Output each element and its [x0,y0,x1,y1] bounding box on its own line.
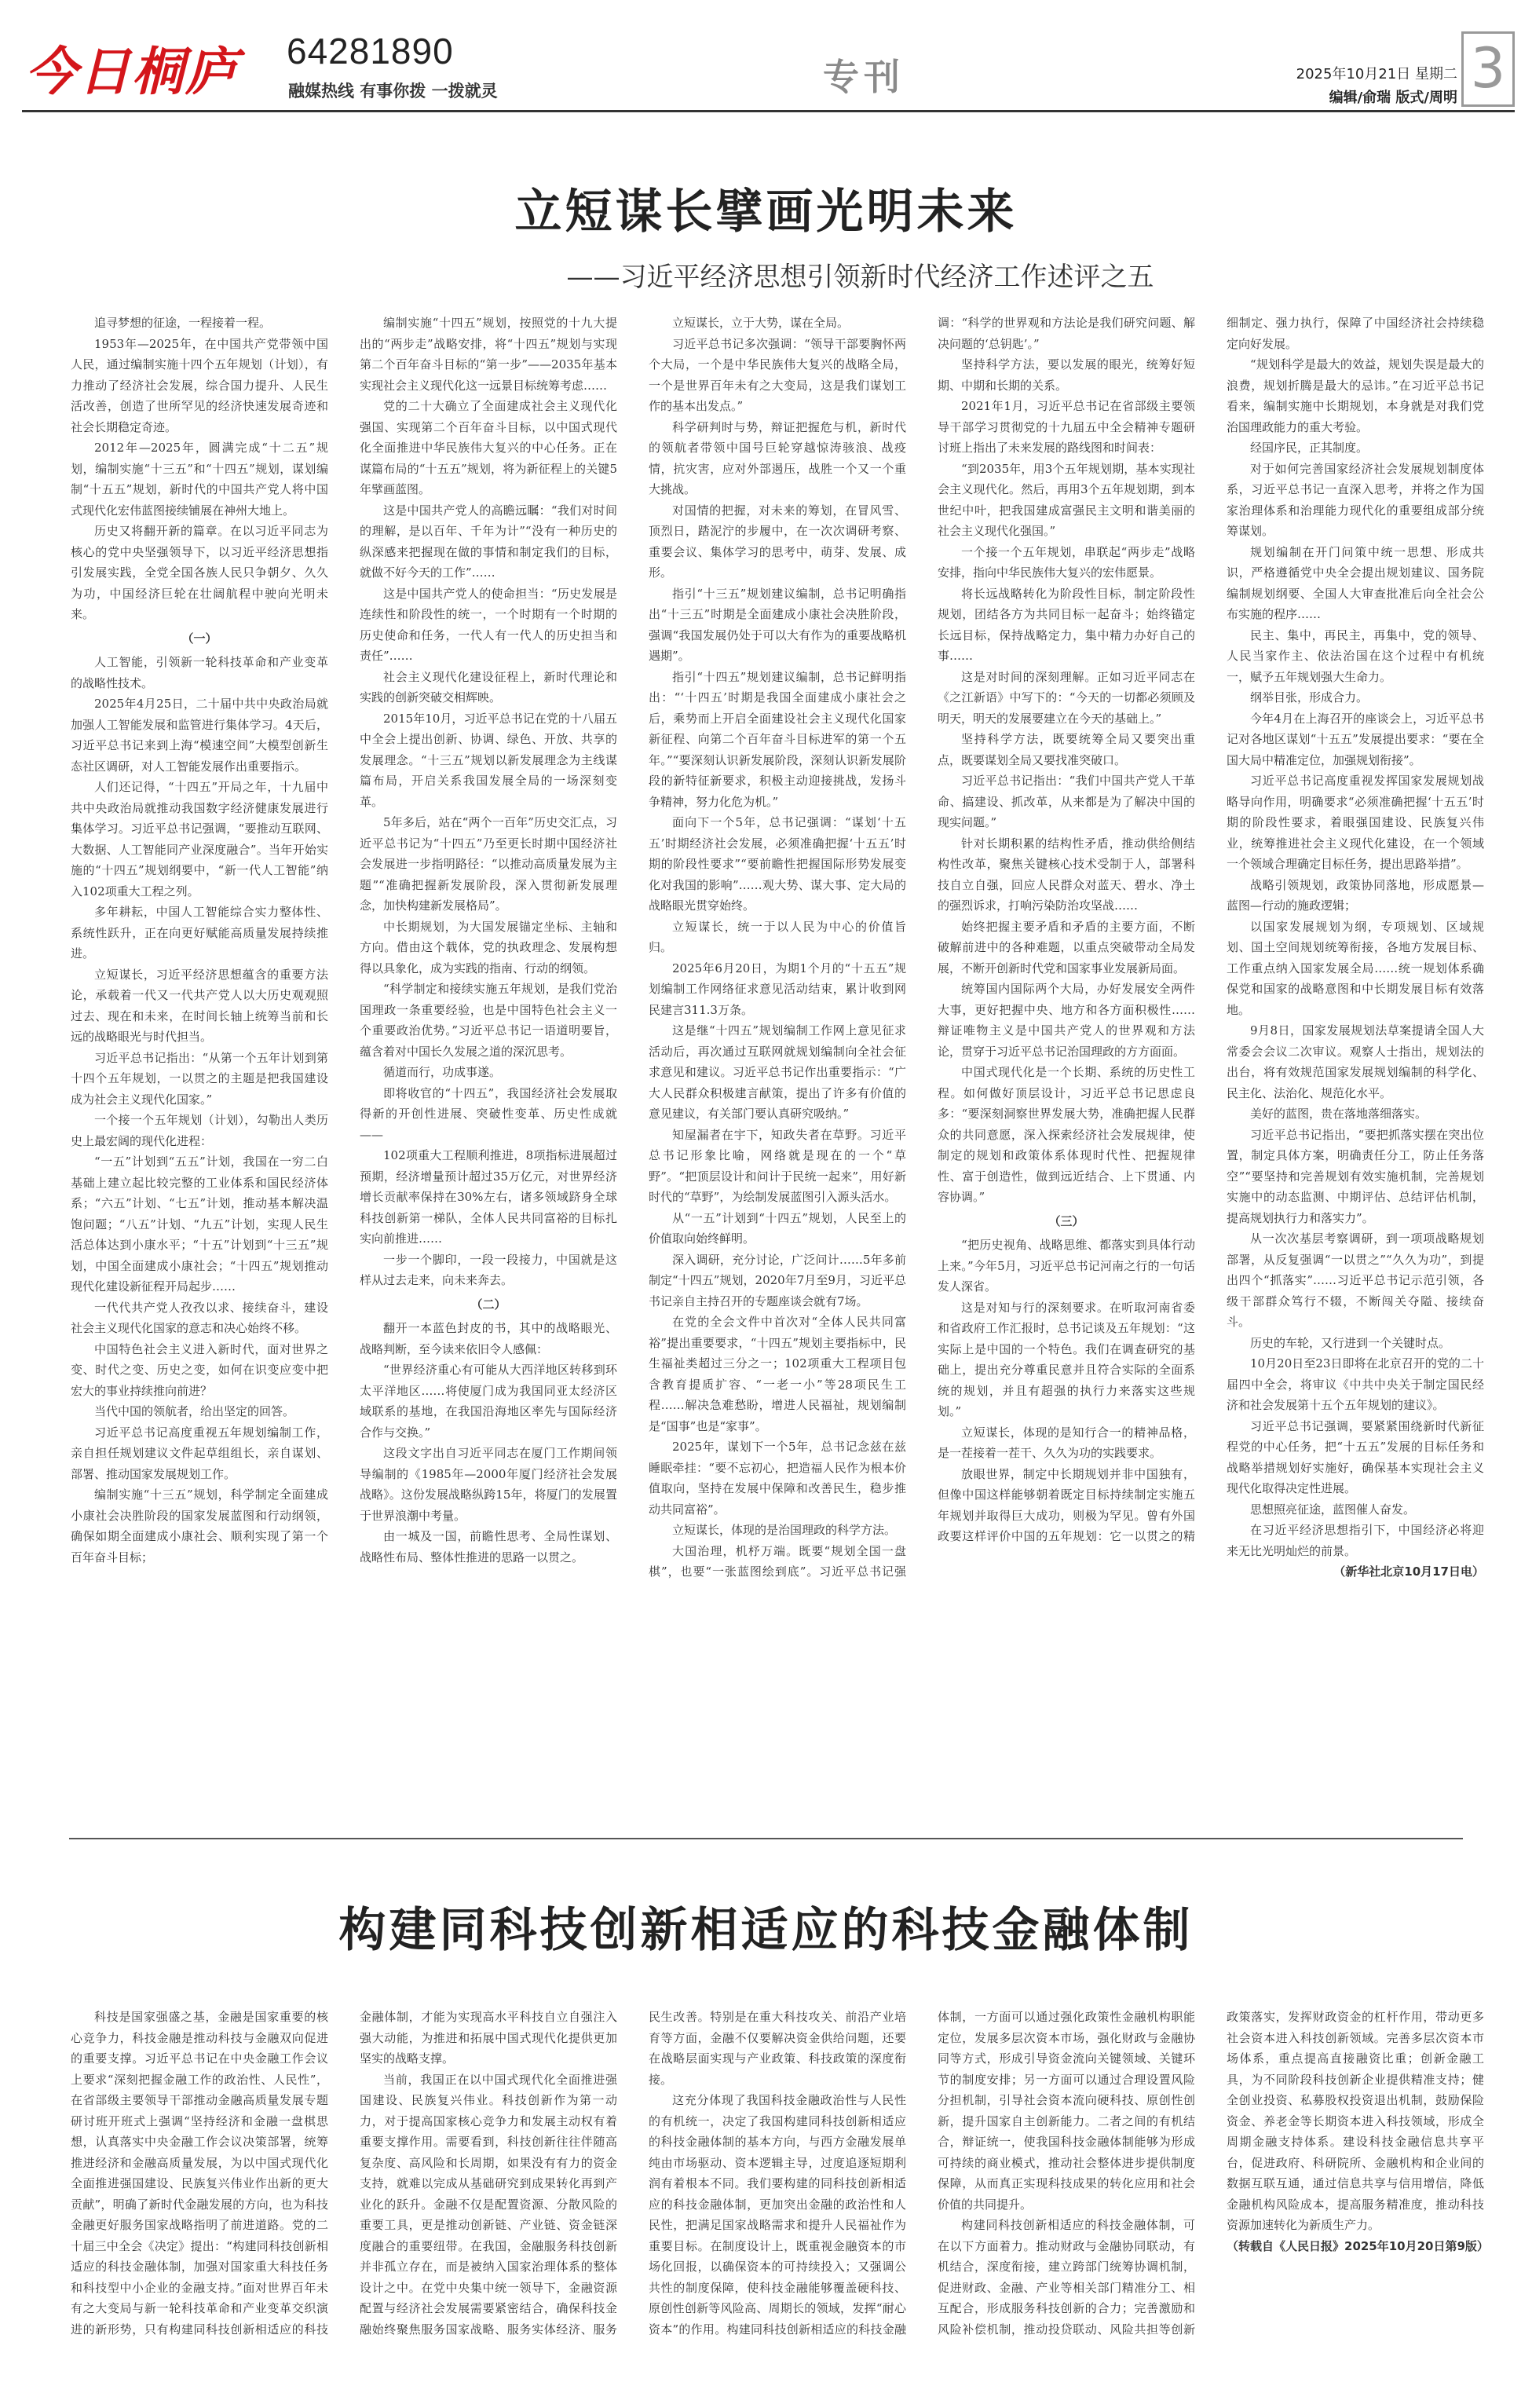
article-paragraph: 指引“十四五”规划建议编制，总书记鲜明指出：“‘十四五’时期是我国全面建成小康社会之后，乘势而上开启全面建设社会主义现代化国家新征程、向第二个百年奋斗目标进军的第一个五年。”“要深刻认识新发展阶段，深刻认识新发展阶段的新特征新要求，积极主动迎接挑战，发扬斗争精神，努力化危为机。” [649,669,906,809]
article-paragraph: “规划科学是最大的效益，规划失误是最大的浪费，规划折腾是最大的忌讳。”在习近平总书记看来，编制实施中长期规划，本身就是对我们党治国理政能力的重大考验。 [1227,357,1484,434]
article-paragraph: 在习近平经济思想指引下，中国经济必将迎来无比光明灿烂的前景。 [1227,1523,1484,1558]
article-paragraph: 社会主义现代化建设征程上，新时代理论和实践的创新突破交相辉映。 [360,669,617,704]
article-credit: （转载自《人民日报》2025年10月20日第9版） [1227,2238,1489,2253]
article-paragraph: 当代中国的领航者，给出坚定的回答。 [94,1404,295,1418]
article-paragraph: 深入调研，充分讨论，广泛问计……5年多前制定“十四五”规划，2020年7月至9月，习近平总书记亲自主持召开的专题座谈会就有7场。 [649,1252,906,1308]
article-paragraph: 当前，我国正在以中国式现代化全面推进强国建设、民族复兴伟业。科技创新作为第一动力，对于提高国家核心竞争力和发展主动权有着重要支撑作用。需要看到，科技创新往往伴随高复杂度、高风险和长周期，如果没有有力的资金支持，就难以完成从基础研究到成果转化再到产业化的跃升。金融不仅是配置资源、分散风险的重要工具，更是推动创新链、产业链、资金链深度融合的重要纽带。在我国，金融服务科技创新并非孤立存在，而是被纳入国家治理体系的整体设计之中。在党中央集中统一领导下，金融资源配置与经济社会发展需要紧密结合，确保科技金融始终聚焦服务国家战略、服务实体经济、服务民生改善。特别是在重大科技攻关、前沿产业培育等方面，金融不仅要解决资金供给问题，还要在战略层面实现与产业政策、科技政策的深度衔接。 [360,2010,906,2337]
article-paragraph: 对国情的把握，对未来的筹划，在冒风雪、顶烈日，踏泥泞的步履中，在一次次调研考察、重要会议、集体学习的思考中，萌芽、发展、成形。 [649,503,906,580]
article-paragraph: 由一城及一国，前瞻性思考、全局性谋划、战略性布局、整体性推进的思路一以贯之。 [360,1529,617,1564]
page-number: 3 [1461,31,1515,107]
article2-body [71,2007,1489,2384]
article-paragraph: 针对长期积累的结构性矛盾，推动供给侧结构性改革，聚焦关键核心技术受制于人，部署科技自立自强，回应人民群众对蓝天、碧水、净土的强烈诉求，打响污染防治攻坚战…… [938,836,1195,913]
article-paragraph: 习近平总书记指出，“要把抓落实摆在突出位置，制定具体方案，明确责任分工，防止任务落空”“要坚持和完善规划有效实施机制，完善规划实施中的动态监测、中期评估、总结评估机制，提高规划执行力和落实力”。 [1227,1127,1484,1225]
article-paragraph: 美好的蓝图，贵在落地落细落实。 [1250,1107,1428,1121]
article-paragraph: 在党的全会文件中首次对“全体人民共同富裕”提出重要要求，“十四五”规划主要指标中，民生福祉类超过三分之一；102项重大工程项目包含教育提质扩容、“一老一小”等28项民生工程……解决急难愁盼，增进人民福祉，规划编制是“国事”也是“家事”。 [649,1315,906,1433]
hotline-slogan: 融媒热线 有事你拨 一拨就灵 [288,82,498,101]
article-paragraph: 9月8日，国家发展规划法草案提请全国人大常委会会议二次审议。观察人士指出，规划法的出台，将有效规范国家发展规划编制的科学化、民主化、法治化、规范化水平。 [1227,1023,1484,1100]
article-paragraph: 追寻梦想的征途，一程接着一程。 [94,316,272,330]
article-paragraph: 5年多后，站在“两个一百年”历史交汇点，习近平总书记为“十四五”乃至更长时期中国经济社会发展进一步指明路径：“以推动高质量发展为主题”“准确把握新发展阶段，深入贯彻新发展理念，加快构建新发展格局”。 [360,815,617,913]
article-paragraph: 大国治理，机杼万端。既要“规划全国一盘棋”，也要“一张蓝图绘到底”。习近平总书记强调：“科学的世界观和方法论是我们研究问题、解决问题的‘总钥匙’。” [649,316,1195,1579]
article-paragraph: 历史的车轮，又行进到一个关键时点。 [1250,1335,1451,1350]
article-paragraph: 这是继“十四五”规划编制工作网上意见征求活动后，再次通过互联网就规划编制向全社会征求意见和建议。习近平总书记作出重要指示：“广大人民群众积极建言献策，提出了许多有价值的意见建议，有关部门要认真研究吸纳。” [649,1023,906,1121]
article-paragraph: 立短谋长，体现的是知行合一的精神品格，是一茬接着一茬干、久久为功的实践要求。 [938,1425,1195,1460]
article-paragraph: 知屋漏者在宇下，知政失者在草野。习近平总书记形象比喻，网络就是现在的一个“草野”。“把顶层设计和问计于民统一起来”，用好新时代的“草野”，为绘制发展蓝图引入源头活水。 [649,1127,906,1204]
article-paragraph: 坚持科学方法，既要统筹全局又要突出重点，既要谋划全局又要找准突破口。 [938,732,1195,767]
article-paragraph: 一个接一个五年规划，串联起“两步走”战略安排，指向中华民族伟大复兴的宏伟愿景。 [938,544,1195,580]
article1-subtitle: ——习近平经济思想引领新时代经济工作述评之五 [566,262,1154,293]
article-paragraph: 民主、集中，再民主，再集中，党的领导、人民当家作主、依法治国在这个过程中有机统一，赋予五年规划强大生命力。 [1227,628,1484,684]
issue-date: 2025年10月21日 星期二 [1296,66,1457,82]
article-paragraph: 这是中国共产党人的使命担当：“历史发展是连续性和阶段性的统一，一个时期有一个时期的历史使命和任务，一代人有一代人的历史担当和责任”…… [360,586,617,663]
article-paragraph: 纲举目张，形成合力。 [1250,690,1369,704]
article-paragraph: 习近平总书记高度重视五年规划编制工作，亲自担任规划建议文件起草组组长，亲自谋划、部署、推动国家发展规划工作。 [71,1425,328,1481]
article-paragraph: 中国式现代化是一个长期、系统的历史性工程。如何做好顶层设计，习近平总书记思虑良多：“要深刻洞察世界发展大势，准确把握人民群众的共同意愿，深入探索经济社会发展规律，使制定的规划和政策体系体现时代性、把握规律性、富于创造性，做到远近结合、上下贯通、内容协调。” [938,1065,1195,1204]
article-paragraph: 2025年6月20日，为期1个月的“十五五”规划编制工作网络征求意见活动结束，累计收到网民建言311.3万条。 [649,961,906,1017]
article-paragraph: 立短谋长，习近平经济思想蕴含的重要方法论，承载着一代又一代共产党人以大历史观观照过去、现在和未来，在时间长轴上统筹当前和长远的战略眼光与时代担当。 [71,967,328,1044]
article-paragraph: 面向下一个5年，总书记强调：“谋划‘十五五’时期经济社会发展，必须准确把握‘十五五’时期的阶段性要求”“要前瞻性把握国际形势发展变化对我国的影响”……观大势、谋大事、定大局的战略眼光贯穿始终。 [649,815,906,913]
article-paragraph: 科学研判时与势，辩证把握危与机，新时代的领航者带领中国号巨轮穿越惊涛骇浪、战疫情，抗灾害，应对外部遏压，战胜一个又一个重大挑战。 [649,419,906,496]
article-paragraph: 历史又将翻开新的篇章。在以习近平同志为核心的党中央坚强领导下，以习近平经济思想指引发展实践，全党全国各族人民只争朝夕、久久为功，中国经济巨轮在壮阔航程中驶向光明未来。 [71,524,328,621]
article-paragraph: 循道而行，功成事遂。 [383,1065,502,1079]
article-paragraph: 翻开一本蓝色封皮的书，其中的战略眼光、战略判断，至今读来依旧令人感佩： [360,1321,617,1356]
article1-title: 立短谋长擘画光明未来 [514,185,1018,240]
section-label: 专刊 [823,56,905,98]
article-paragraph: 党的二十大确立了全面建成社会主义现代化强国、实现第二个百年奋斗目标，以中国式现代化全面推进中华民族伟大复兴的中心任务。正在谋篇布局的“十五五”规划，将为新征程上的关键5年擘画蓝图。 [360,399,617,496]
article-paragraph: 今年4月在上海召开的座谈会上，习近平总书记对各地区谋划“十五五”发展提出要求：“要在全国大局中精准定位，加强规划衔接”。 [1227,711,1484,767]
article-paragraph: 这段文字出自习近平同志在厦门工作期间领导编制的《1985年—2000年厦门经济社会发展战略》。这份发展战略纵跨15年，将厦门的发展置于世界浪潮中考量。 [360,1446,617,1523]
article-paragraph: “到2035年，用3个五年规划期，基本实现社会主义现代化。然后，再用3个五年规划期，到本世纪中叶，把我国建成富强民主文明和谐美丽的社会主义现代化强国。” [938,461,1195,538]
article-paragraph: 这是中国共产党人的高瞻远瞩：“我们对时间的理解，是以百年、千年为计”“没有一种历史的纵深感来把握现在做的事情和制定我们的目标，就做不好今天的工作”…… [360,503,617,580]
article-paragraph: 中国特色社会主义进入新时代，面对世界之变、时代之变、历史之变，如何在识变应变中把宏大的事业持续推向前进？ [71,1341,328,1398]
masthead-rule [22,110,1515,112]
article-paragraph: 人工智能，引领新一轮科技革命和产业变革的战略性技术。 [71,655,328,690]
article-paragraph: 习近平总书记指出：“从第一个五年计划到第十四个五年规划，一以贯之的主题是把我国建设成为社会主义现代化国家。” [71,1050,328,1107]
section-number: （一） [181,631,218,646]
article-paragraph: “科学制定和接续实施五年规划，是我们党治国理政一条重要经验，也是中国特色社会主义一个重要政治优势。”习近平总书记一语道明要旨，蕴含着对中国长久发展之道的深沉思考。 [360,982,617,1059]
article-paragraph: 2021年1月，习近平总书记在省部级主要领导干部学习贯彻党的十九届五中全会精神专题研讨班上指出了未来发展的路线图和时间表： [938,399,1195,455]
article-paragraph: 对于如何完善国家经济社会发展规划制度体系，习近平总书记一直深入思考，并将之作为国家治理体系和治理能力现代化的重要组成部分统筹谋划。 [1227,461,1484,538]
article-paragraph: 习近平总书记强调，要紧紧围绕新时代新征程党的中心任务，把“十五五”发展的目标任务和战略举措规划好实施好，确保基本实现社会主义现代化取得决定性进展。 [1227,1418,1484,1495]
article-paragraph: 以国家发展规划为纲，专项规划、区域规划、国土空间规划统筹衔接，各地方发展目标、工作重点纳入国家发展全局……统一规划体系确保党和国家的战略意图和中长期发展目标有效落地。 [1227,919,1484,1017]
article-paragraph: 规划编制在开门问策中统一思想、形成共识，严格遵循党中央全会提出规划建议、国务院编制规划纲要、全国人大审查批准后向全社会公布实施的程序…… [1227,544,1484,621]
article-paragraph: 多年耕耘，中国人工智能综合实力整体性、系统性跃升，正在向更好赋能高质量发展持续推进。 [71,905,328,961]
article-paragraph: 中长期规划，为大国发展锚定坐标、主轴和方向。借由这个载体，党的执政理念、发展构想得以具象化，成为实践的指南、行动的纲领。 [360,919,617,975]
article2-title: 构建同科技创新相适应的科技金融体制 [338,1903,1194,1958]
article-paragraph: 人们还记得，“十四五”开局之年，十九届中共中央政治局就推动我国数字经济健康发展进行集体学习。习近平总书记强调，“要推动互联网、大数据、人工智能同产业深度融合”。当年开始实施的“十四五”规划纲要中，“新一代人工智能”纳入102项重大工程之列。 [71,780,328,898]
article-paragraph: 这充分体现了我国科技金融政治性与人民性的有机统一，决定了我国构建同科技创新相适应的科技金融体制的基本方向，与西方金融发展单纯由市场驱动、资本逻辑主导，过度追逐短期利润有着根本不同。我们要构建的同科技创新相适应的科技金融体制，更加突出金融的政治性和人民性，把满足国家战略需求和提升人民福祉作为重要目标。在制度设计上，既重视金融资本的市场化回报，以确保资本的可持续投入；又强调公共性的制度保障，使科技金融能够覆盖硬科技、原创性创新等风险高、周期长的领域，发挥“耐心资本”的作用。构建同科技创新相适应的科技金融体制，一方面可以通过强化政策性金融机构职能定位，发展多层次资本市场，强化财政与金融协同等方式，形成引导资金流向关键领域、关键环节的制度安排；另一方面可以通过合理设置风险分担机制，引导社会资本流向硬科技、原创性创新，提升国家自主创新能力。二者之间的有机结合，辩证统一，使我国科技金融体制能够为形成可持续的商业模式，推动社会整体进步提供制度保障，从而真正实现科技成果的转化应用和社会价值的共同提升。 [649,2010,1195,2337]
article-paragraph: 放眼世界，制定中长期规划并非中国独有，但像中国这样能够朝着既定目标持续制定实施五年规划并取得巨大成功，则极为罕见。曾有外国政要这样评价中国的五年规划：它一以贯之的精细制定、强力执行，保障了中国经济社会持续稳定向好发展。 [938,316,1484,1543]
article-credit: （新华社北京10月17日电） [1333,1564,1484,1579]
article-paragraph: 这是对知与行的深刻要求。在听取河南省委和省政府工作汇报时，总书记谈及五年规划：“这实际上是中国的一个特色。我们在调查研究的基础上，提出充分尊重民意并且符合实际的全面系统的规划，并且有超强的执行力来落实这些规划。” [938,1300,1195,1418]
article-paragraph: 战略引领规划，政策协同落地，形成愿景—蓝图—行动的施政逻辑； [1227,877,1484,913]
article-paragraph: 即将收官的“十四五”，我国经济社会发展取得新的开创性进展、突破性变革、历史性成就—— [360,1085,617,1142]
masthead [0,0,1532,110]
section-number: （二） [470,1297,506,1312]
article-paragraph: 构建同科技创新相适应的科技金融体制，可在以下方面着力。推动财政与金融协同联动，有机结合，深度衔接，建立跨部门统筹协调机制，促进财政、金融、产业等相关部门精准分工、相互配合，形成服务科技创新的合力；完善激励和风险补偿机制，推动投贷联动、风险共担等创新政策落实，发挥财政资金的杠杆作用，带动更多社会资本进入科技创新领域。完善多层次资本市场体系，重点提高直接融资比重；创新金融工具，为不同阶段科技创新企业提供精准支持；健全创业投资、私募股权投资退出机制，鼓励保险资金、养老金等长期资本进入科技领域，形成全周期金融支持体系。建设科技金融信息共享平台，促进政府、科研院所、金融机构和企业间的数据互联互通，通过信息共享与信用增信，降低金融机构风险成本，提高服务精准度，推动科技资源加速转化为新质生产力。 [938,2010,1484,2337]
article-paragraph: 始终把握主要矛盾和矛盾的主要方面，不断破解前进中的各种难题，以重点突破带动全局发展，不断开创新时代党和国家事业发展新局面。 [938,919,1195,975]
article-paragraph: 科技是国家强盛之基，金融是国家重要的核心竞争力，科技金融是推动科技与金融双向促进的重要支撑。习近平总书记在中央金融工作会议上要求“深刻把握金融工作的政治性、人民性”，在省部级主要领导干部推动金融高质量发展专题研讨班开班式上强调“坚持经济和金融一盘棋思想，认真落实中央金融工作会议决策部署，统筹推进经济和金融高质量发展，为以中国式现代化全面推进强国建设、民族复兴伟业作出新的更大贡献”，明确了新时代金融发展的方向，也为科技金融更好服务国家战略指明了前进道路。党的二十届三中全会《决定》提出：“构建同科技创新相适应的科技金融体制，加强对国家重大科技任务和科技型中小企业的金融支持。”面对世界百年未有之大变局与新一轮科技革命和产业变革交织演进的新形势，只有构建同科技创新相适应的科技金融体制，才能为实现高水平科技自立自强注入强大动能，为推进和拓展中国式现代化提供更加坚实的战略支撑。 [71,2010,617,2337]
article-paragraph: 思想照亮征途，蓝图催人奋发。 [1250,1502,1416,1517]
newspaper-logo: 今日桐庐 [25,41,239,102]
article-paragraph: 2025年，谋划下一个5年，总书记念兹在兹睡眠牵挂：“要不忘初心，把造福人民作为根本价值取向，坚持在发展中保障和改善民生，稳步推动共同富裕”。 [649,1440,906,1517]
article-paragraph: 指引“十三五”规划建议编制，总书记明确指出“十三五”时期是全面建成小康社会决胜阶段，强调“我国发展仍处于可以大有作为的重要战略机遇期”。 [649,586,906,663]
article-paragraph: 一步一个脚印，一段一段接力，中国就是这样从过去走来，向未来奔去。 [360,1252,617,1287]
article-paragraph: “世界经济重心有可能从大西洋地区转移到环太平洋地区……将使厦门成为我国同亚太经济区域联系的基地，在我国沿海地区率先与国际经济合作与交换。” [360,1363,617,1440]
editor-credits: 编辑/俞瑞 版式/周明 [1329,90,1457,106]
section-number: （三） [1048,1213,1084,1228]
article-paragraph: 习近平总书记指出：“我们中国共产党人干革命、搞建设、抓改革，从来都是为了解决中国的现实问题。” [938,774,1195,829]
article-paragraph: 统筹国内国际两个大局，办好发展安全两件大事，更好把握中央、地方和各方面积极性……辩证唯物主义是中国共产党人的世界观和方法论，贯穿于习近平总书记治国理政的方方面面。 [938,982,1195,1059]
article-paragraph: 一个接一个五年规划（计划），勾勒出人类历史上最宏阔的现代化进程： [71,1113,328,1148]
article-paragraph: 从一次次基层考察调研，到一项项战略规划部署，从反复强调“一以贯之”“久久为功”，到提出四个“抓落实”……习近平总书记示范引领，各级干部群众笃行不辍，不断闯关夺隘、接续奋斗。 [1227,1231,1484,1329]
article-paragraph: 习近平总书记多次强调：“领导干部要胸怀两个大局，一个是中华民族伟大复兴的战略全局，一个是世界百年未有之大变局，这是我们谋划工作的基本出发点。” [649,336,906,413]
article-paragraph: 习近平总书记高度重视发挥国家发展规划战略导向作用，明确要求“必须准确把握‘十五五’时期的阶段性要求，着眼强国建设、民族复兴伟业，统筹推进社会主义现代化建设，在一个领域一个领域合理确定目标任务，提出思路举措”。 [1227,774,1484,871]
article-paragraph: 立短谋长，立于大势，谋在全局。 [672,316,850,330]
article-paragraph: 这是对时间的深刻理解。正如习近平同志在《之江新语》中写下的：“今天的一切都必须顾及明天，明天的发展要建立在今天的基础上。” [938,669,1195,726]
article-paragraph: 从“一五”计划到“十四五”规划，人民至上的价值取向始终鲜明。 [649,1210,906,1246]
article-paragraph: 1953年—2025年，在中国共产党带领中国人民，通过编制实施十四个五年规划（计划），有力推动了经济社会发展，综合国力提升、人民生活改善，创造了世所罕见的经济快速发展奇迹和社会长期稳定奇迹。 [71,336,328,434]
article-paragraph: 将长远战略转化为阶段性目标，制定阶段性规划，团结各方为共同目标一起奋斗；始终锚定长远目标，保持战略定力，集中精力办好自己的事…… [938,586,1195,663]
article-paragraph: 立短谋长，统一于以人民为中心的价值旨归。 [649,919,906,954]
hotline-number: 64281890 [287,31,454,71]
article-paragraph: 2012年—2025年，圆满完成“十二五”规划，编制实施“十三五”和“十四五”规划，谋划编制“十五五”规划，新时代的中国共产党人将中国式现代化宏伟蓝图接续铺展在神州大地上。 [71,441,328,518]
article-paragraph: 立短谋长，体现的是治国理政的科学方法。 [672,1523,897,1537]
article-paragraph: “把历史视角、战略思维、都落实到具体行动上来。”今年5月，习近平总书记河南之行的一句话发人深省。 [938,1238,1195,1294]
article-paragraph: 编制实施“十三五”规划，科学制定全面建成小康社会决胜阶段的国家发展蓝图和行动纲领，确保如期全面建成小康社会、顺利实现了第一个百年奋斗目标； [71,1488,328,1564]
article-paragraph: 一代代共产党人孜孜以求、接续奋斗，建设社会主义现代化国家的意志和决心始终不移。 [71,1300,328,1335]
article-paragraph: 2025年4月25日，二十届中共中央政治局就加强人工智能发展和监管进行集体学习。4天后，习近平总书记来到上海“模速空间”大模型创新生态社区调研，对人工智能发展作出重要指示。 [71,697,328,774]
article-paragraph: “一五”计划到“五五”计划，我国在一穷二白基础上建立起比较完整的工业体系和国民经济体系；“六五”计划、“七五”计划，推动基本解决温饱问题；“八五”计划、“九五”计划，实现人民生活总体达到小康水平；“十五”计划到“十三五”规划，中国全面建成小康社会；“十四五”规划推动现代化建设新征程开局起步…… [71,1155,328,1294]
article-paragraph: 10月20日至23日即将在北京召开的党的二十届四中全会，将审议《中共中央关于制定国民经济和社会发展第十五个五年规划的建议》。 [1227,1356,1484,1412]
article-paragraph: 102项重大工程顺利推进，8项指标进展超过预期，经济增量预计超过35万亿元，对世界经济增长贡献率保持在30%左右，诸多领域跻身全球科技创新第一梯队，全体人民共同富裕的目标扎实向前推进…… [360,1148,617,1246]
article1-body [71,313,1484,1703]
article-paragraph: 编制实施“十四五”规划，按照党的十九大提出的“两步走”战略安排，将“十四五”规划与实现第二个百年奋斗目标的“第一步”——2035年基本实现社会主义现代化这一远景目标统筹考虑…… [360,316,617,393]
article-paragraph: 2015年10月，习近平总书记在党的十八届五中全会上提出创新、协调、绿色、开放、共享的发展理念。“十三五”规划以新发展理念为主线谋篇布局，开启关系我国发展全局的一场深刻变革。 [360,711,617,809]
article-paragraph: 坚持科学方法，要以发展的眼光，统筹好短期、中期和长期的关系。 [938,357,1195,393]
article-paragraph: 经国序民，正其制度。 [1250,441,1369,455]
article-divider [69,1838,1463,1839]
